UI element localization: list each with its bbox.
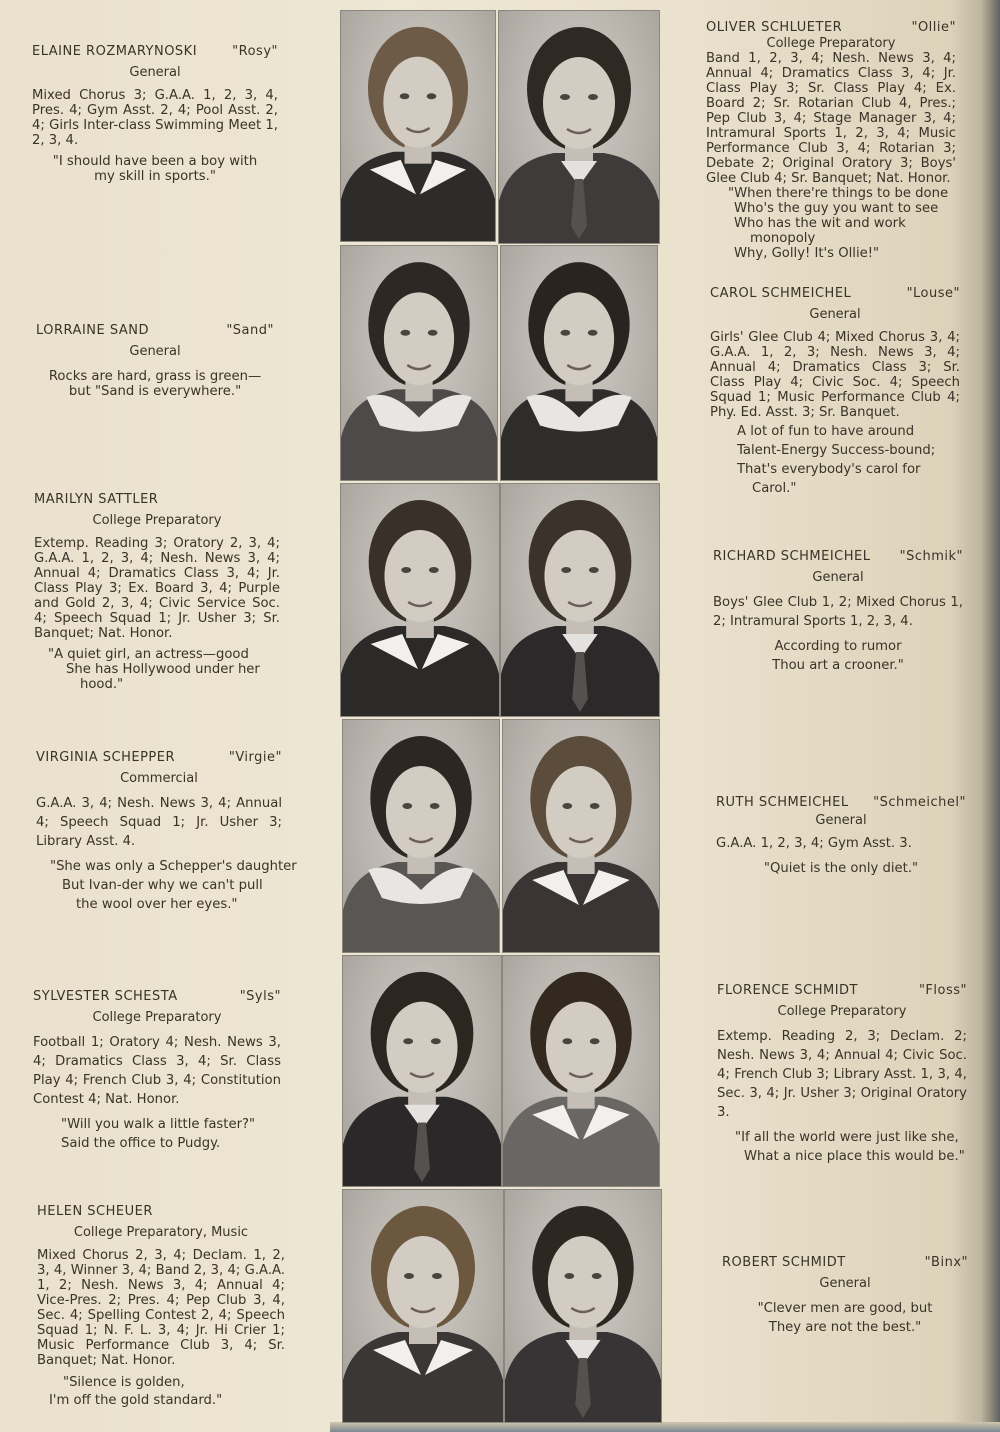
- portrait-photo: [500, 483, 660, 717]
- senior-quote: "Will you walk a little faster?" Said the office to Pudgy.: [61, 1117, 256, 1151]
- senior-entry: [34, 492, 280, 692]
- portrait-photo: [342, 1189, 504, 1423]
- senior-nickname: "Syls": [239, 989, 281, 1004]
- senior-course: General: [809, 307, 861, 322]
- senior-quote: "She was only a Schepper's daughter But Ivan-der why we can't pull the wool over her eyes.": [50, 859, 297, 912]
- senior-entry: [706, 20, 956, 261]
- senior-name: LORRAINE SAND: [36, 323, 149, 338]
- senior-activities: G.A.A. 1, 2, 3, 4; Gym Asst. 3.: [716, 836, 912, 851]
- portrait-photo: [502, 955, 660, 1187]
- senior-quote: Rocks are hard, grass is green— but "Sand is everywhere.": [48, 369, 262, 399]
- portrait-photo: [340, 483, 500, 717]
- senior-entry: [36, 750, 297, 914]
- senior-course: General: [129, 344, 181, 359]
- senior-activities: Mixed Chorus 2, 3, 4; Declam. 1, 2, 3, 4, Winner 3, 4; Band 2, 3, 4; G.A.A. 1, 2; Nesh. News 3, 4; Annual 4; Vice-Pres. 2; Pres. 4; Pep Club 3, 4, Sec. 4; Spelling Contest 2, 4; Speech Squad 1; N. F. L. 3, 4; Jr. Hi Crier 1; Music Performance Club 3, 4; Sr. Banquet; Nat. Honor.: [37, 1248, 285, 1368]
- senior-nickname: "Schmeichel": [873, 795, 966, 810]
- senior-quote: "When there're things to be done Who's the guy you want to see Who has the wit and work monopoly Why, Golly! It's Ollie!": [728, 186, 949, 261]
- senior-quote: According to rumor Thou art a crooner.": [772, 639, 904, 673]
- senior-entry: [722, 1255, 968, 1337]
- senior-course: General: [819, 1276, 871, 1291]
- senior-name: CAROL SCHMEICHEL: [710, 286, 852, 301]
- senior-name: OLIVER SCHLUETER: [706, 20, 843, 35]
- senior-activities: Boys' Glee Club 1, 2; Mixed Chorus 1, 2; Intramural Sports 1, 2, 3, 4.: [713, 595, 963, 629]
- senior-name: FLORENCE SCHMIDT: [717, 983, 858, 998]
- senior-activities: Extemp. Reading 3; Oratory 2, 3, 4; G.A.A. 1, 2, 3, 4; Nesh. News 3, 4; Annual 4; Dramatics Class 3, 4; Jr. Class Play 3; Ex. Board 3, 4; Purple and Gold 2, 3, 4; Civic Service Soc. 4; Speech Squad 1; Jr. Usher 3; Sr. Banquet; Nat. Honor.: [34, 536, 280, 641]
- senior-activities: Girls' Glee Club 4; Mixed Chorus 3, 4; G.A.A. 1, 2, 3; Nesh. News 3, 4; Annual 4; Dramatics Class 3; Sr. Class Play 4; Civic Soc. 4; Speech Squad 1; Music Performance Club 4; Phy. Ed. Asst. 3; Sr. Banquet.: [710, 330, 960, 420]
- senior-name: VIRGINIA SCHEPPER: [36, 750, 175, 765]
- senior-course: College Preparatory: [92, 1010, 222, 1025]
- portrait-photo: [340, 245, 498, 481]
- senior-name: HELEN SCHEUER: [37, 1204, 153, 1219]
- senior-nickname: "Rosy": [232, 44, 278, 59]
- page-edge: [330, 1422, 1000, 1432]
- senior-quote: "I should have been a boy with my skill in sports.": [52, 154, 258, 184]
- senior-course: College Preparatory, Music: [73, 1225, 249, 1240]
- senior-entry: [33, 989, 281, 1153]
- senior-name: MARILYN SATTLER: [34, 492, 159, 507]
- senior-quote: "Silence is golden, I'm off the gold standard.": [49, 1375, 223, 1408]
- portrait-photo: [342, 955, 502, 1187]
- senior-activities: Football 1; Oratory 4; Nesh. News 3, 4; Dramatics Class 3, 4; Sr. Class Play 4; French Club 3, 4; Constitution Contest 4; Nat. Honor.: [33, 1035, 281, 1107]
- senior-nickname: "Schmik": [899, 549, 963, 564]
- senior-course: General: [129, 65, 181, 80]
- senior-quote: "Quiet is the only diet.": [763, 861, 919, 876]
- senior-quote: A lot of fun to have around Talent-Energy Success-bound; That's everybody's carol for Carol.": [737, 424, 936, 496]
- senior-nickname: "Louse": [906, 286, 960, 301]
- senior-entry: [710, 286, 960, 498]
- senior-course: College Preparatory: [92, 513, 222, 528]
- senior-activities: Mixed Chorus 3; G.A.A. 1, 2, 3, 4, Pres. 4; Gym Asst. 2, 4; Pool Asst. 2, 4; Girls Inter-class Swimming Meet 1, 2, 3, 4.: [32, 88, 278, 148]
- senior-activities: G.A.A. 3, 4; Nesh. News 3, 4; Annual 4; Speech Squad 1; Jr. Usher 3; Library Asst. 4.: [36, 796, 282, 849]
- senior-quote: "If all the world were just like she, What a nice place this would be.": [735, 1130, 965, 1164]
- senior-course: General: [815, 813, 867, 828]
- portrait-photo: [504, 1189, 662, 1423]
- senior-activities: Extemp. Reading 2, 3; Declam. 2; Nesh. News 3, 4; Annual 4; Civic Soc. 4; French Club 3; Library Asst. 1, 3, 4, Sec. 3, 4; Jr. Usher 3; Original Oratory 3.: [717, 1029, 967, 1120]
- senior-name: ROBERT SCHMIDT: [722, 1255, 846, 1270]
- senior-nickname: "Binx": [924, 1255, 968, 1270]
- senior-entry: [37, 1204, 285, 1410]
- senior-course: Commercial: [120, 771, 198, 786]
- senior-nickname: "Sand": [226, 323, 274, 338]
- senior-name: RICHARD SCHMEICHEL: [713, 549, 871, 564]
- senior-name: RUTH SCHMEICHEL: [716, 795, 849, 810]
- senior-course: General: [812, 570, 864, 585]
- portrait-photo: [342, 719, 500, 953]
- portrait-photo: [500, 245, 658, 481]
- senior-entry: [717, 983, 967, 1166]
- senior-entry: [36, 323, 274, 399]
- book-spine: [982, 0, 1000, 1432]
- senior-course: College Preparatory: [766, 36, 896, 51]
- senior-quote: "A quiet girl, an actress—good She has Hollywood under her hood.": [48, 647, 260, 692]
- senior-activities: Band 1, 2, 3, 4; Nesh. News 3, 4; Annual 4; Dramatics Class 3, 4; Jr. Class Play 3; Sr. Class Play 4; Ex. Board 2; Sr. Rotarian Club 4, Pres.; Pep Club 3, 4; Stage Manager 3, 4; Intramural Sports 1, 2, 3, 4; Music Performance Club 3, 4; Rotarian 3; Debate 2; Original Oratory 3; Boys' Glee Club 4; Sr. Banquet; Nat. Honor.: [706, 51, 956, 186]
- senior-entry: [32, 44, 278, 184]
- portrait-photo: [340, 10, 496, 242]
- senior-nickname: "Virgie": [228, 750, 282, 765]
- senior-course: College Preparatory: [777, 1004, 907, 1019]
- portrait-photo: [498, 10, 660, 244]
- portrait-photo: [502, 719, 660, 953]
- senior-quote: "Clever men are good, but They are not the best.": [757, 1301, 933, 1335]
- senior-nickname: "Ollie": [911, 20, 956, 35]
- senior-name: SYLVESTER SCHESTA: [33, 989, 178, 1004]
- senior-nickname: "Floss": [918, 983, 967, 998]
- senior-entry: [716, 795, 966, 876]
- senior-name: ELAINE ROZMARYNOSKI: [32, 44, 198, 59]
- senior-entry: [713, 549, 963, 675]
